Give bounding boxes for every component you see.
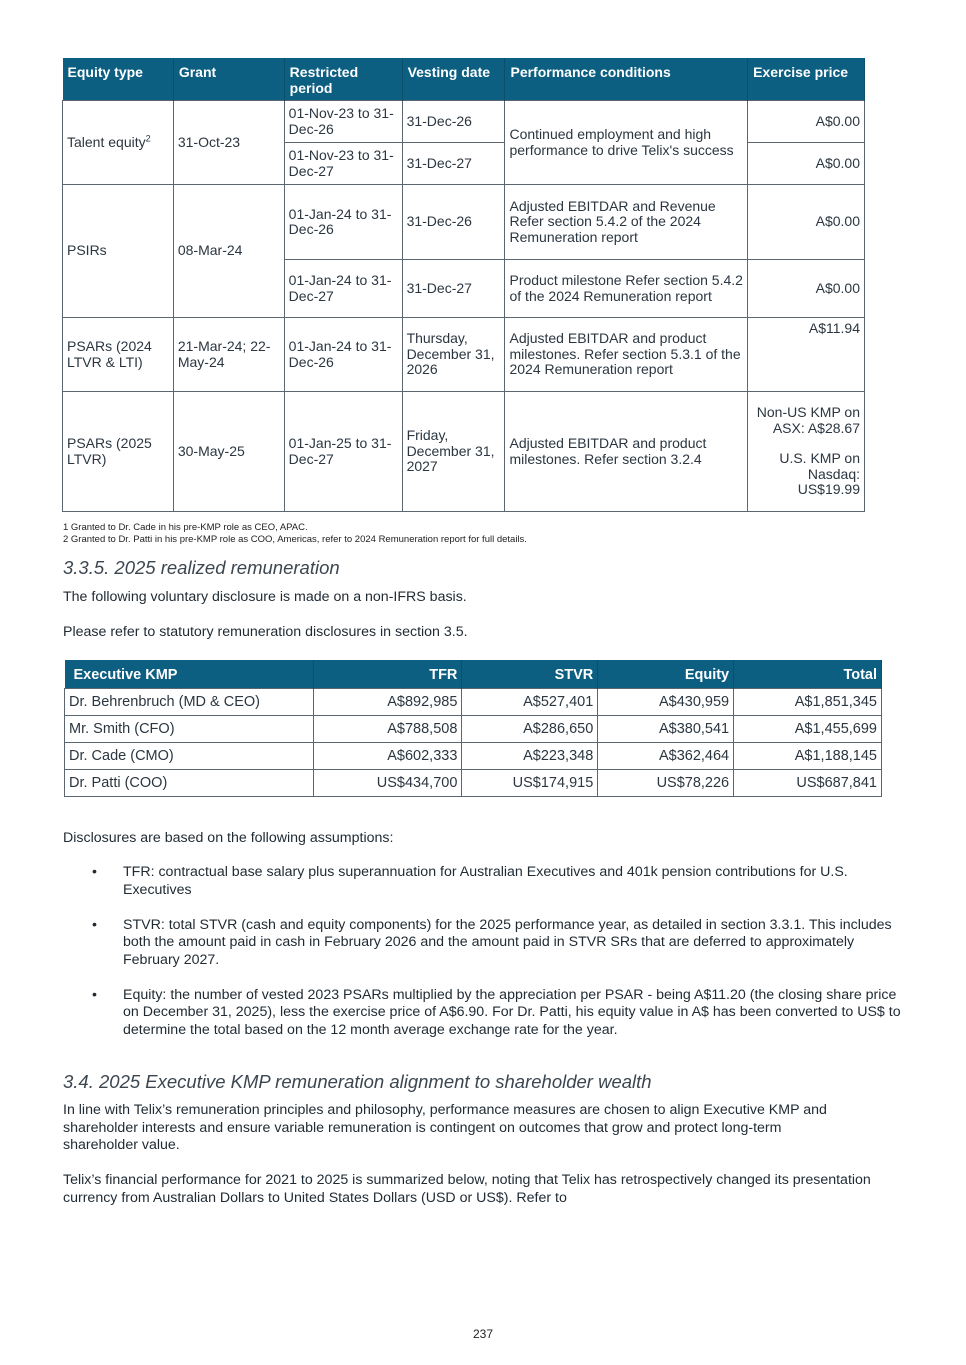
cell-vesting-date: 31-Dec-26 xyxy=(402,185,505,260)
cell-exercise-price: A$0.00 xyxy=(748,260,865,318)
cell-exercise-price: A$0.00 xyxy=(748,185,865,260)
cell-total: A$1,188,145 xyxy=(734,743,882,770)
table-row xyxy=(63,392,865,512)
cell-restricted-period: 01-Nov-23 to 31-Dec-27 xyxy=(284,143,402,185)
list-item: • Equity: the number of vested 2023 PSARs multiplied by the appreciation per PSAR - being A$11.20 (the closing share price on December 31, 2025), less the exercise price of A$6.90. For Dr. Patti, his equity value in A$ has been converted to US$ to determine the total based on the 12 month average exchange rate for the year. xyxy=(92,986,901,1038)
cell-vesting-date: Friday, December 31, 2027 xyxy=(402,392,505,512)
section-heading-3-3-5: 3.3.5. 2025 realized remuneration xyxy=(63,557,340,578)
cell-stvr: A$527,401 xyxy=(462,689,598,716)
cell-stvr: US$174,915 xyxy=(462,770,598,797)
cell-restricted-period: 01-Jan-24 to 31-Dec-27 xyxy=(284,260,402,318)
cell-performance-conditions: Adjusted EBITDAR and product milestones. Refer section 3.2.4 xyxy=(505,392,748,512)
paragraph-statutory-ref: Please refer to statutory remuneration disclosures in section 3.5. xyxy=(63,624,468,640)
list-item: • STVR: total STVR (cash and equity components) for the 2025 performance year, as detailed in section 3.3.1. This includes both the amount paid in cash in February 2026 and the amount paid in STVR SRs that are deferred to approximately February 2027. xyxy=(92,916,892,968)
col-header-total: Total xyxy=(734,660,882,689)
col-header-tfr: TFR xyxy=(313,660,462,689)
table-row xyxy=(65,743,882,770)
col-header-grant: Grant xyxy=(173,58,284,101)
col-header-executive-kmp: Executive KMP xyxy=(65,660,314,689)
cell-equity: A$380,541 xyxy=(598,716,734,743)
realized-remuneration-table xyxy=(64,660,882,797)
cell-exercise-price: A$0.00 xyxy=(748,101,865,143)
table-row xyxy=(63,185,865,260)
col-header-vesting-date: Vesting date xyxy=(402,58,505,101)
footnote-1: 1 Granted to Dr. Cade in his pre-KMP role as CEO, APAC. xyxy=(63,522,308,533)
equity-grants-table xyxy=(62,58,865,512)
cell-stvr: A$286,650 xyxy=(462,716,598,743)
cell-stvr: A$223,348 xyxy=(462,743,598,770)
col-header-equity-type: Equity type xyxy=(63,58,174,101)
col-header-restricted-period: Restricted period xyxy=(284,58,402,101)
table-header-row xyxy=(63,58,865,101)
table-row xyxy=(63,318,865,392)
list-item: • TFR: contractual base salary plus superannuation for Australian Executives and 401k pension contributions for U.S. Executives xyxy=(92,864,848,898)
cell-executive: Mr. Smith (CFO) xyxy=(65,716,314,743)
cell-performance-conditions: Continued employment and high performance to drive Telix's success xyxy=(505,101,748,185)
table-row xyxy=(65,770,882,797)
price-non-us: Non-US KMP on ASX: A$28.67 xyxy=(756,404,860,436)
paragraph-non-ifrs: The following voluntary disclosure is made on a non-IFRS basis. xyxy=(63,589,467,605)
cell-exercise-price xyxy=(748,392,865,512)
cell-vesting-date: 31-Dec-27 xyxy=(402,260,505,318)
cell-vesting-date: Thursday, December 31, 2026 xyxy=(402,318,505,392)
cell-equity-type: PSIRs xyxy=(63,185,174,318)
table-row xyxy=(65,716,882,743)
price-us: U.S. KMP on Nasdaq: US$19.99 xyxy=(779,450,860,498)
cell-grant: 31-Oct-23 xyxy=(173,101,284,185)
cell-equity-type: PSARs (2025 LTVR) xyxy=(63,392,174,512)
bullet-icon: • xyxy=(92,986,97,1003)
cell-tfr: A$788,508 xyxy=(313,716,462,743)
section-heading-3-4: 3.4. 2025 Executive KMP remuneration alignment to shareholder wealth xyxy=(63,1071,652,1092)
cell-equity-type: Talent equity$^2$ xyxy=(63,101,174,185)
col-header-stvr: STVR xyxy=(462,660,598,689)
cell-performance-conditions: Adjusted EBITDAR and Revenue Refer section 5.4.2 of the 2024 Remuneration report xyxy=(505,185,748,260)
cell-total: US$687,841 xyxy=(734,770,882,797)
cell-restricted-period: 01-Jan-24 to 31-Dec-26 xyxy=(284,318,402,392)
cell-equity: A$430,959 xyxy=(598,689,734,716)
cell-grant: 08-Mar-24 xyxy=(173,185,284,318)
cell-executive: Dr. Cade (CMO) xyxy=(65,743,314,770)
footnote-2: 2 Granted to Dr. Patti in his pre-KMP role as COO, Americas, refer to 2024 Remuneration report for full details. xyxy=(63,533,527,545)
cell-executive: Dr. Behrenbruch (MD & CEO) xyxy=(65,689,314,716)
table-row xyxy=(63,101,865,143)
cell-tfr: A$892,985 xyxy=(313,689,462,716)
cell-restricted-period: 01-Jan-25 to 31-Dec-27 xyxy=(284,392,402,512)
table-row xyxy=(65,689,882,716)
cell-equity: A$362,464 xyxy=(598,743,734,770)
bullet-icon: • xyxy=(92,916,97,933)
col-header-exercise-price: Exercise price xyxy=(748,58,865,101)
cell-tfr: A$602,333 xyxy=(313,743,462,770)
assumptions-list xyxy=(88,864,908,1057)
bullet-icon: • xyxy=(92,864,97,880)
cell-vesting-date: 31-Dec-26 xyxy=(402,101,505,143)
cell-restricted-period: 01-Jan-24 to 31-Dec-26 xyxy=(284,185,402,260)
cell-equity: US$78,226 xyxy=(598,770,734,797)
cell-exercise-price: A$0.00 xyxy=(748,143,865,185)
cell-restricted-period: 01-Nov-23 to 31-Dec-26 xyxy=(284,101,402,143)
cell-total: A$1,851,345 xyxy=(734,689,882,716)
cell-exercise-price: A$11.94 xyxy=(748,318,865,392)
cell-executive: Dr. Patti (COO) xyxy=(65,770,314,797)
col-header-equity: Equity xyxy=(598,660,734,689)
cell-vesting-date: 31-Dec-27 xyxy=(402,143,505,185)
cell-tfr: US$434,700 xyxy=(313,770,462,797)
table-header-row xyxy=(65,660,882,689)
table-footnotes xyxy=(63,522,527,545)
col-header-performance-conditions: Performance conditions xyxy=(505,58,748,101)
cell-grant: 21-Mar-24; 22-May-24 xyxy=(173,318,284,392)
cell-performance-conditions: Product milestone Refer section 5.4.2 of the 2024 Remuneration report xyxy=(505,260,748,318)
cell-total: A$1,455,699 xyxy=(734,716,882,743)
paragraph-financial-performance: Telix’s financial performance for 2021 to 2025 is summarized below, noting that Telix has retrospectively changed its presentation currency from Australian Dollars to United States Dollars (USD or US$). Refer to xyxy=(63,1172,871,1206)
footnote-marker: 2 xyxy=(145,133,151,144)
page-number: 237 xyxy=(472,1327,494,1341)
paragraph-alignment: In line with Telix’s remuneration principles and philosophy, performance measures are chosen to align Executive KMP and shareholder interests and ensure variable remuneration is contingent on outcomes that grow and protect long-term shareholder value. xyxy=(63,1102,827,1153)
cell-equity-type: PSARs (2024 LTVR & LTI) xyxy=(63,318,174,392)
cell-grant: 30-May-25 xyxy=(173,392,284,512)
assumptions-intro: Disclosures are based on the following assumptions: xyxy=(63,830,394,846)
cell-performance-conditions: Adjusted EBITDAR and product milestones. Refer section 5.3.1 of the 2024 Remuneration report xyxy=(505,318,748,392)
